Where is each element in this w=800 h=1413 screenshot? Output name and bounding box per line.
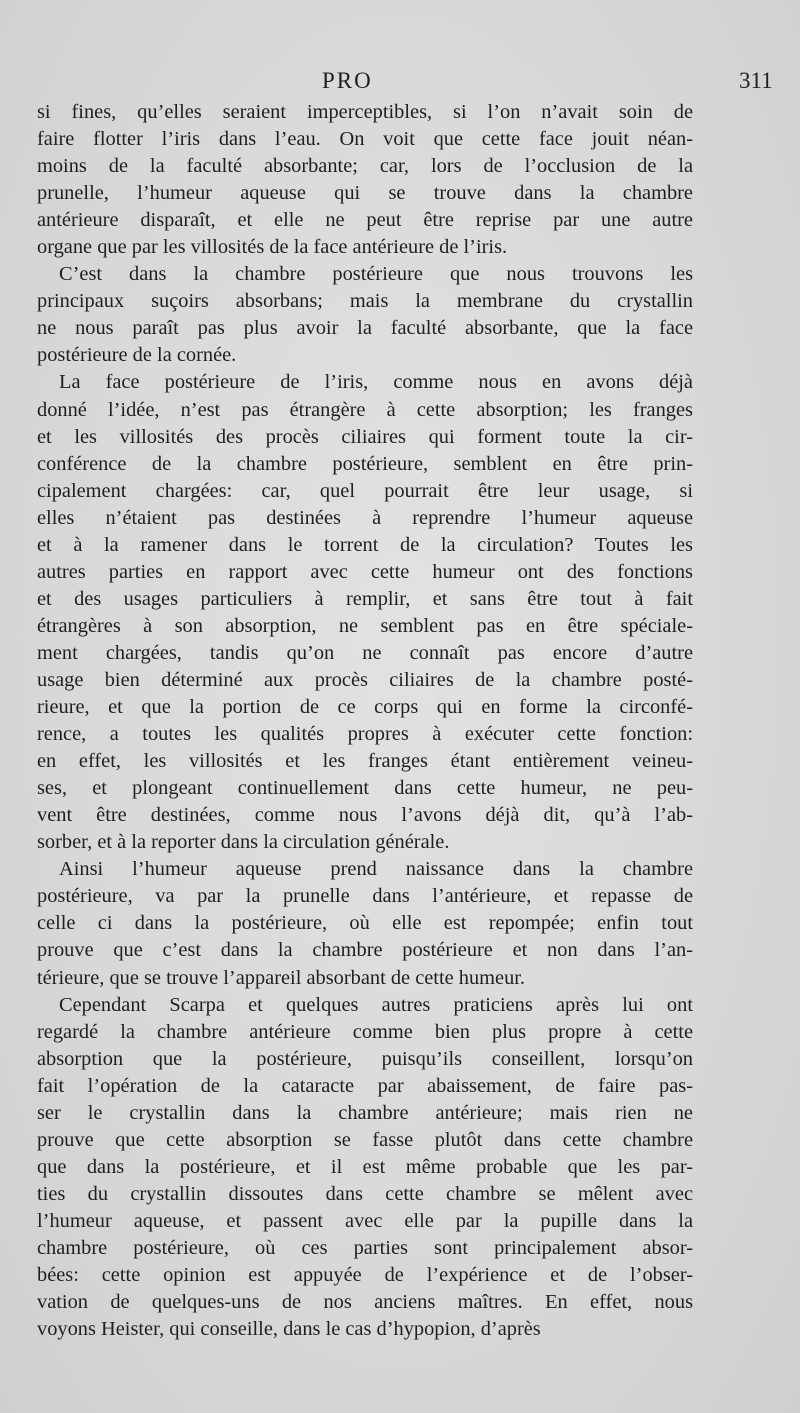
text-line: prunelle, l’humeur aqueuse qui se trouve dans la chambre	[37, 182, 693, 205]
text-line: bées: cette opinion est appuyée de l’expérience et de l’obser-	[37, 1264, 693, 1287]
text-line: si fines, qu’elles seraient imperceptibles, si l’on n’avait soin de	[37, 101, 693, 123]
text-line: chambre postérieure, où ces parties sont principalement absor-	[37, 1236, 693, 1259]
text-line: autres parties en rapport avec cette humeur ont des fonctions	[37, 560, 693, 583]
text-line: térieure, que se trouve l’appareil absorbant de cette humeur.	[37, 966, 526, 989]
text-line: celle ci dans la postérieure, où elle est repompée; enfin tout	[37, 912, 693, 935]
text-line: conférence de la chambre postérieure, semblent en être prin-	[37, 452, 693, 475]
text-line: rieure, et que la portion de ce corps qui en forme la circonfé-	[37, 696, 693, 719]
text-line: ses, et plongeant continuellement dans cette humeur, ne peu-	[37, 777, 693, 800]
text-line: voyons Heister, qui conseille, dans le cas d’hypopion, d’après	[37, 1318, 541, 1341]
text-line: absorption que la postérieure, puisqu’ils conseillent, lorsqu’on	[37, 1047, 693, 1070]
text-line: Ainsi l’humeur aqueuse prend naissance dans la chambre	[59, 858, 693, 881]
page-number: 311	[739, 68, 773, 93]
text-line: elles n’étaient pas destinées à reprendre l’humeur aqueuse	[37, 506, 693, 529]
text-line: faire flotter l’iris dans l’eau. On voit que cette face jouit néan-	[37, 128, 693, 151]
text-line: et à la ramener dans le torrent de la circulation? Toutes les	[37, 533, 693, 556]
text-line: en effet, les villosités et les franges étant entièrement veineu-	[37, 750, 693, 773]
text-line: et les villosités des procès ciliaires qui forment toute la cir-	[37, 425, 693, 448]
text-line: postérieure de la cornée.	[37, 344, 237, 367]
paragraph	[37, 99, 693, 261]
text-line: principaux suçoirs absorbans; mais la membrane du crystallin	[37, 290, 693, 313]
text-line: prouve que cette absorption se fasse plutôt dans cette chambre	[37, 1128, 693, 1151]
text-line: postérieure, va par la prunelle dans l’antérieure, et repasse de	[37, 885, 693, 908]
text-line: C’est dans la chambre postérieure que nous trouvons les	[59, 263, 693, 286]
text-line: antérieure disparaît, et elle ne peut être reprise par une autre	[37, 209, 693, 232]
text-line: vent être destinées, comme nous l’avons déjà dit, qu’à l’ab-	[37, 804, 693, 827]
text-line: sorber, et à la reporter dans la circulation générale.	[37, 831, 450, 854]
running-head	[0, 68, 800, 100]
body-text	[37, 99, 693, 1343]
text-line: cipalement chargées: car, quel pourrait être leur usage, si	[37, 479, 693, 502]
text-line: rence, a toutes les qualités propres à exécuter cette fonction:	[37, 723, 693, 746]
text-line: organe que par les villosités de la face antérieure de l’iris.	[37, 236, 508, 259]
paragraph	[37, 992, 693, 1344]
running-title: PRO	[322, 68, 373, 93]
text-line: ment chargées, tandis qu’on ne connaît pas encore d’autre	[37, 641, 693, 664]
text-line: fait l’opération de la cataracte par abaissement, de faire pas-	[37, 1074, 693, 1097]
text-line: vation de quelques-uns de nos anciens maîtres. En effet, nous	[37, 1291, 693, 1314]
paragraph	[37, 856, 693, 991]
text-line: usage bien déterminé aux procès ciliaires de la chambre posté-	[37, 668, 693, 691]
text-line: La face postérieure de l’iris, comme nous en avons déjà	[59, 371, 693, 394]
text-line: ties du crystallin dissoutes dans cette chambre se mêlent avec	[37, 1182, 693, 1205]
text-line: Cependant Scarpa et quelques autres praticiens après lui ont	[59, 993, 693, 1016]
text-line: ser le crystallin dans la chambre antérieure; mais rien ne	[37, 1101, 693, 1124]
paragraph	[37, 261, 693, 369]
text-line: l’humeur aqueuse, et passent avec elle par la pupille dans la	[37, 1209, 693, 1232]
paragraph	[37, 369, 693, 856]
text-line: prouve que c’est dans la chambre postérieure et non dans l’an-	[37, 939, 693, 962]
text-line: étrangères à son absorption, ne semblent pas en être spéciale-	[37, 614, 693, 637]
text-line: ne nous paraît pas plus avoir la faculté absorbante, que la face	[37, 317, 693, 340]
text-line: moins de la faculté absorbante; car, lors de l’occlusion de la	[37, 155, 693, 178]
text-line: que dans la postérieure, et il est même probable que les par-	[37, 1155, 693, 1178]
text-line: donné l’idée, n’est pas étrangère à cette absorption; les franges	[37, 398, 693, 421]
text-line: et des usages particuliers à remplir, et sans être tout à fait	[37, 587, 693, 610]
text-line: regardé la chambre antérieure comme bien plus propre à cette	[37, 1020, 693, 1043]
